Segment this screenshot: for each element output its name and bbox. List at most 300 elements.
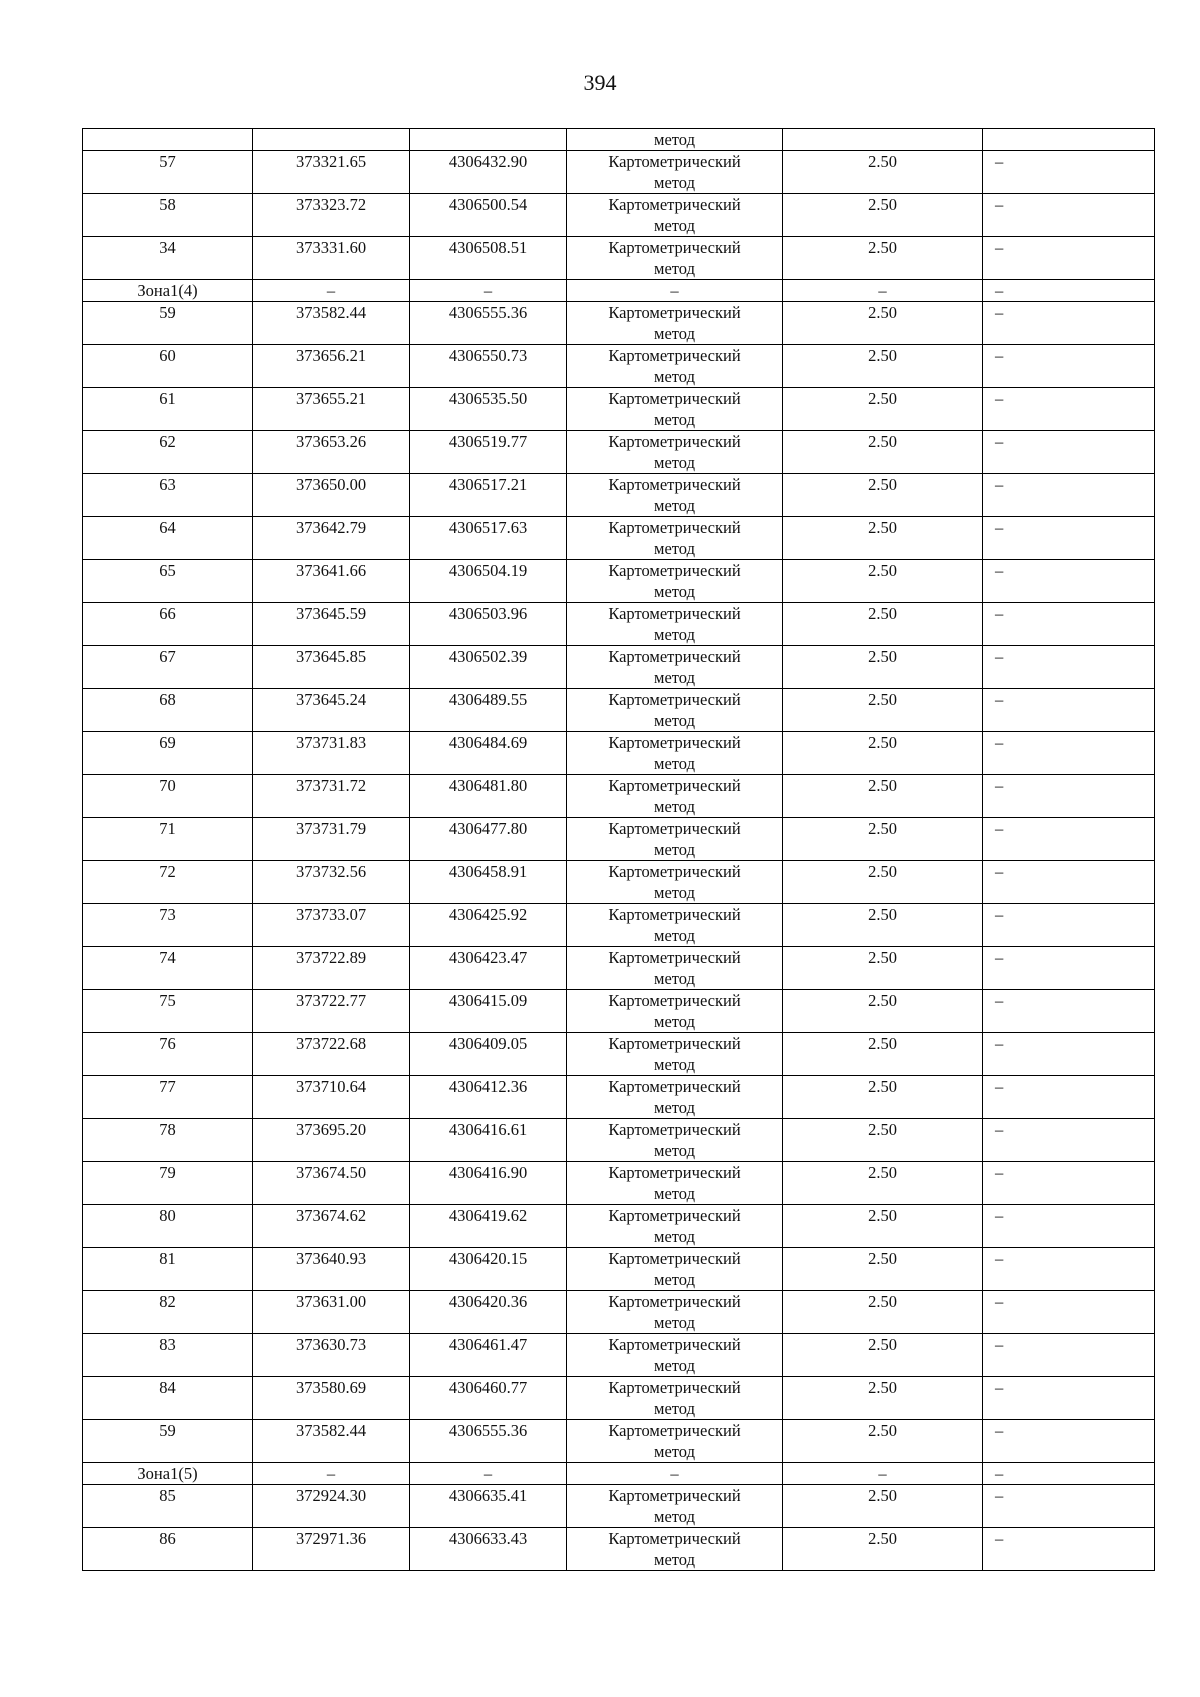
dash-cell: – <box>783 280 983 302</box>
coord-x: 373321.65 <box>253 151 410 194</box>
method-cell <box>567 1162 783 1205</box>
coord-x: 373674.62 <box>253 1205 410 1248</box>
note-cell: – <box>983 1291 1155 1334</box>
accuracy-value: 2.50 <box>783 194 983 237</box>
method-line-2: метод <box>654 1399 695 1418</box>
table-row <box>83 689 1155 732</box>
method-line-2: метод <box>654 797 695 816</box>
table-row <box>83 732 1155 775</box>
method-line-1: Картометрический <box>608 1292 741 1311</box>
table-row <box>83 1334 1155 1377</box>
method-cell <box>567 1291 783 1334</box>
method-cell <box>567 947 783 990</box>
point-number: 85 <box>83 1485 253 1528</box>
method-line-1: Картометрический <box>608 1421 741 1440</box>
accuracy-value: 2.50 <box>783 1162 983 1205</box>
accuracy-value: 2.50 <box>783 237 983 280</box>
coord-x: 373695.20 <box>253 1119 410 1162</box>
accuracy-value: 2.50 <box>783 1291 983 1334</box>
dash-cell: – <box>567 1463 783 1485</box>
method-line-1: Картометрический <box>608 1163 741 1182</box>
note-cell: – <box>983 1248 1155 1291</box>
method-line-2: метод <box>654 969 695 988</box>
coord-y: 4306555.36 <box>410 302 567 345</box>
note-cell: – <box>983 1162 1155 1205</box>
point-number: 67 <box>83 646 253 689</box>
method-line-2: метод <box>654 1442 695 1461</box>
method-line-2: метод <box>654 754 695 773</box>
coord-x: 373641.66 <box>253 560 410 603</box>
coord-x: 373656.21 <box>253 345 410 388</box>
method-line-2: метод <box>654 1550 695 1569</box>
accuracy-value: 2.50 <box>783 388 983 431</box>
coord-y: 4306420.36 <box>410 1291 567 1334</box>
zone-label: Зона1(5) <box>83 1463 253 1485</box>
method-cell <box>567 560 783 603</box>
note-cell: – <box>983 603 1155 646</box>
accuracy-value: 2.50 <box>783 345 983 388</box>
point-number: 34 <box>83 237 253 280</box>
accuracy-value: 2.50 <box>783 1528 983 1571</box>
method-line-2: метод <box>654 926 695 945</box>
accuracy-value: 2.50 <box>783 775 983 818</box>
point-number: 61 <box>83 388 253 431</box>
point-number: 83 <box>83 1334 253 1377</box>
method-line-1: Картометрический <box>608 1486 741 1505</box>
method-line-1: Картометрический <box>608 195 741 214</box>
note-cell: – <box>983 517 1155 560</box>
coord-y: 4306415.09 <box>410 990 567 1033</box>
accuracy-value: 2.50 <box>783 560 983 603</box>
method-cell <box>567 1248 783 1291</box>
coordinates-table <box>82 128 1155 1571</box>
point-number: 73 <box>83 904 253 947</box>
table-row <box>83 990 1155 1033</box>
accuracy-value: 2.50 <box>783 1420 983 1463</box>
point-number: 58 <box>83 194 253 237</box>
method-line-1: Картометрический <box>608 690 741 709</box>
coord-y: 4306419.62 <box>410 1205 567 1248</box>
method-line-1: Картометрический <box>608 475 741 494</box>
note-cell: – <box>983 431 1155 474</box>
method-line-1: Картометрический <box>608 948 741 967</box>
accuracy-value: 2.50 <box>783 151 983 194</box>
coord-x: 373674.50 <box>253 1162 410 1205</box>
continuation-row <box>83 129 1155 151</box>
point-number: 84 <box>83 1377 253 1420</box>
method-line-2: метод <box>654 496 695 515</box>
coord-y: 4306481.80 <box>410 775 567 818</box>
table-row <box>83 861 1155 904</box>
method-line-2: метод <box>654 883 695 902</box>
coord-x: 373582.44 <box>253 302 410 345</box>
accuracy-value: 2.50 <box>783 904 983 947</box>
method-line-1: Картометрический <box>608 389 741 408</box>
method-line-1: Картометрический <box>608 432 741 451</box>
method-cell <box>567 345 783 388</box>
table-row <box>83 1076 1155 1119</box>
note-cell: – <box>983 1420 1155 1463</box>
coord-y: 4306503.96 <box>410 603 567 646</box>
coord-y: 4306416.61 <box>410 1119 567 1162</box>
method-cell <box>567 1420 783 1463</box>
method-cell <box>567 431 783 474</box>
table-row <box>83 194 1155 237</box>
accuracy-value: 2.50 <box>783 689 983 732</box>
note-cell: – <box>983 388 1155 431</box>
coord-y: 4306416.90 <box>410 1162 567 1205</box>
coord-x: 373645.59 <box>253 603 410 646</box>
coord-x: 373650.00 <box>253 474 410 517</box>
method-line-1: Картометрический <box>608 1249 741 1268</box>
note-cell: – <box>983 1377 1155 1420</box>
method-cell <box>567 517 783 560</box>
coord-y: 4306425.92 <box>410 904 567 947</box>
coord-y: 4306458.91 <box>410 861 567 904</box>
table-row <box>83 1485 1155 1528</box>
coord-x: 373722.68 <box>253 1033 410 1076</box>
method-line-1: Картометрический <box>608 303 741 322</box>
accuracy-value: 2.50 <box>783 1334 983 1377</box>
coord-y: 4306635.41 <box>410 1485 567 1528</box>
method-line-2: метод <box>654 1227 695 1246</box>
point-number: 59 <box>83 1420 253 1463</box>
method-line-1: Картометрический <box>608 862 741 881</box>
point-number: 77 <box>83 1076 253 1119</box>
method-cell <box>567 1033 783 1076</box>
method-line-1: Картометрический <box>608 238 741 257</box>
method-line-2: метод <box>654 453 695 472</box>
note-cell: – <box>983 861 1155 904</box>
method-line-2: метод <box>654 1184 695 1203</box>
table-row <box>83 1119 1155 1162</box>
method-line-1: Картометрический <box>608 1378 741 1397</box>
table-row <box>83 603 1155 646</box>
method-line-2: метод <box>654 1012 695 1031</box>
method-cell <box>567 904 783 947</box>
coord-y: 4306489.55 <box>410 689 567 732</box>
table-row <box>83 1162 1155 1205</box>
method-cell <box>567 732 783 775</box>
point-number: 86 <box>83 1528 253 1571</box>
note-cell: – <box>983 1334 1155 1377</box>
point-number: 82 <box>83 1291 253 1334</box>
table-row <box>83 345 1155 388</box>
method-line-2: метод <box>654 367 695 386</box>
method-cell <box>567 1377 783 1420</box>
coord-x: 373630.73 <box>253 1334 410 1377</box>
table-row <box>83 904 1155 947</box>
coord-y: 4306550.73 <box>410 345 567 388</box>
method-line-2: метод <box>654 1270 695 1289</box>
point-number: 81 <box>83 1248 253 1291</box>
coord-x: 372924.30 <box>253 1485 410 1528</box>
coord-y: 4306555.36 <box>410 1420 567 1463</box>
note-cell: – <box>983 732 1155 775</box>
accuracy-value: 2.50 <box>783 302 983 345</box>
method-line-1: Картометрический <box>608 1529 741 1548</box>
note-cell: – <box>983 947 1155 990</box>
accuracy-value: 2.50 <box>783 818 983 861</box>
table-row <box>83 517 1155 560</box>
table-row <box>83 775 1155 818</box>
dash-cell: – <box>567 280 783 302</box>
dash-cell: – <box>253 1463 410 1485</box>
table-row <box>83 151 1155 194</box>
method-line-2: метод <box>654 1098 695 1117</box>
coord-x: 373640.93 <box>253 1248 410 1291</box>
point-number: 62 <box>83 431 253 474</box>
coord-y: 4306484.69 <box>410 732 567 775</box>
point-number: 80 <box>83 1205 253 1248</box>
accuracy-value: 2.50 <box>783 1119 983 1162</box>
method-line-2: метод <box>654 1055 695 1074</box>
coord-x: 373655.21 <box>253 388 410 431</box>
coord-y: 4306477.80 <box>410 818 567 861</box>
coord-x: 373582.44 <box>253 1420 410 1463</box>
accuracy-value: 2.50 <box>783 732 983 775</box>
note-cell: – <box>983 818 1155 861</box>
coord-x: 373722.77 <box>253 990 410 1033</box>
point-number: 66 <box>83 603 253 646</box>
coord-y: 4306460.77 <box>410 1377 567 1420</box>
point-number: 57 <box>83 151 253 194</box>
method-cell <box>567 474 783 517</box>
table-row <box>83 1205 1155 1248</box>
method-cell <box>567 646 783 689</box>
coord-y: 4306461.47 <box>410 1334 567 1377</box>
note-cell: – <box>983 345 1155 388</box>
dash-cell: – <box>410 280 567 302</box>
point-number: 75 <box>83 990 253 1033</box>
note-cell: – <box>983 194 1155 237</box>
coord-y: 4306409.05 <box>410 1033 567 1076</box>
dash-cell: – <box>983 280 1155 302</box>
method-line-2: метод <box>654 324 695 343</box>
method-line-2: метод <box>654 1507 695 1526</box>
method-line-2: метод <box>654 1313 695 1332</box>
coord-y: 4306420.15 <box>410 1248 567 1291</box>
note-cell: – <box>983 990 1155 1033</box>
accuracy-value: 2.50 <box>783 603 983 646</box>
method-line-2: метод <box>654 840 695 859</box>
method-line-1: Картометрический <box>608 819 741 838</box>
method-cell <box>567 990 783 1033</box>
method-line-1: Картометрический <box>608 1206 741 1225</box>
point-number: 74 <box>83 947 253 990</box>
coord-y: 4306423.47 <box>410 947 567 990</box>
coord-y: 4306500.54 <box>410 194 567 237</box>
accuracy-value: 2.50 <box>783 646 983 689</box>
note-cell: – <box>983 302 1155 345</box>
method-line-1: Картометрический <box>608 776 741 795</box>
method-line-1: Картометрический <box>608 152 741 171</box>
table-row <box>83 1033 1155 1076</box>
method-line-1: Картометрический <box>608 1120 741 1139</box>
coord-y: 4306432.90 <box>410 151 567 194</box>
method-line-1: Картометрический <box>608 518 741 537</box>
note-cell: – <box>983 1119 1155 1162</box>
table-row <box>83 237 1155 280</box>
coord-y: 4306502.39 <box>410 646 567 689</box>
method-line-2: метод <box>654 668 695 687</box>
point-number: 64 <box>83 517 253 560</box>
point-number: 79 <box>83 1162 253 1205</box>
method-line-1: Картометрический <box>608 561 741 580</box>
coord-y: 4306508.51 <box>410 237 567 280</box>
coord-y: 4306519.77 <box>410 431 567 474</box>
point-number: 59 <box>83 302 253 345</box>
method-line-2: метод <box>654 216 695 235</box>
accuracy-value: 2.50 <box>783 1076 983 1119</box>
method-cell <box>567 1076 783 1119</box>
point-number: 68 <box>83 689 253 732</box>
note-cell: – <box>983 151 1155 194</box>
note-cell: – <box>983 775 1155 818</box>
accuracy-value: 2.50 <box>783 1205 983 1248</box>
dash-cell: – <box>983 1463 1155 1485</box>
method-line-2: метод <box>654 1141 695 1160</box>
table-row <box>83 388 1155 431</box>
accuracy-value: 2.50 <box>783 947 983 990</box>
table-row <box>83 818 1155 861</box>
accuracy-value: 2.50 <box>783 990 983 1033</box>
accuracy-value: 2.50 <box>783 1377 983 1420</box>
point-number: 65 <box>83 560 253 603</box>
method-line-2: метод <box>654 582 695 601</box>
table-row <box>83 947 1155 990</box>
point-number: 69 <box>83 732 253 775</box>
point-number: 72 <box>83 861 253 904</box>
zone-row <box>83 1463 1155 1485</box>
coord-x: 373733.07 <box>253 904 410 947</box>
coord-x: 373631.00 <box>253 1291 410 1334</box>
accuracy-value: 2.50 <box>783 861 983 904</box>
point-number: 70 <box>83 775 253 818</box>
method-cell <box>567 1119 783 1162</box>
method-cell <box>567 1334 783 1377</box>
note-cell: – <box>983 237 1155 280</box>
table-row <box>83 1377 1155 1420</box>
method-line-2: метод <box>654 711 695 730</box>
note-cell: – <box>983 646 1155 689</box>
coord-y: 4306535.50 <box>410 388 567 431</box>
coord-x: 373732.56 <box>253 861 410 904</box>
dash-cell: – <box>253 280 410 302</box>
method-cell <box>567 861 783 904</box>
method-line-2: метод <box>654 625 695 644</box>
point-number: 76 <box>83 1033 253 1076</box>
point-number: 60 <box>83 345 253 388</box>
method-line-1: Картометрический <box>608 604 741 623</box>
method-line-2: метод <box>654 539 695 558</box>
note-cell: – <box>983 1205 1155 1248</box>
accuracy-value: 2.50 <box>783 1248 983 1291</box>
method-cell <box>567 1485 783 1528</box>
table-row <box>83 474 1155 517</box>
coord-x: 373645.24 <box>253 689 410 732</box>
method-cell <box>567 689 783 732</box>
method-line-1: Картометрический <box>608 1335 741 1354</box>
note-cell: – <box>983 1485 1155 1528</box>
accuracy-value: 2.50 <box>783 1485 983 1528</box>
zone-label: Зона1(4) <box>83 280 253 302</box>
method-line-1: Картометрический <box>608 1034 741 1053</box>
note-cell: – <box>983 1033 1155 1076</box>
method-line-1: Картометрический <box>608 905 741 924</box>
note-cell: – <box>983 689 1155 732</box>
accuracy-value: 2.50 <box>783 474 983 517</box>
accuracy-value: 2.50 <box>783 517 983 560</box>
method-cell <box>567 151 783 194</box>
accuracy-value: 2.50 <box>783 1033 983 1076</box>
method-cell <box>567 388 783 431</box>
coord-y: 4306504.19 <box>410 560 567 603</box>
coord-x: 373731.72 <box>253 775 410 818</box>
coord-y: 4306412.36 <box>410 1076 567 1119</box>
note-cell: – <box>983 1528 1155 1571</box>
note-cell: – <box>983 1076 1155 1119</box>
table-row <box>83 1528 1155 1571</box>
point-number: 63 <box>83 474 253 517</box>
coord-x: 372971.36 <box>253 1528 410 1571</box>
table-row <box>83 560 1155 603</box>
method-line-1: Картометрический <box>608 733 741 752</box>
coord-x: 373722.89 <box>253 947 410 990</box>
method-line-2: метод <box>654 410 695 429</box>
coord-y: 4306517.21 <box>410 474 567 517</box>
coord-x: 373710.64 <box>253 1076 410 1119</box>
coord-x: 373331.60 <box>253 237 410 280</box>
method-line-2: метод <box>654 1356 695 1375</box>
note-cell: – <box>983 474 1155 517</box>
method-cell <box>567 775 783 818</box>
coord-x: 373323.72 <box>253 194 410 237</box>
method-line-2: метод <box>654 259 695 278</box>
table-row <box>83 302 1155 345</box>
dash-cell: – <box>410 1463 567 1485</box>
coord-y: 4306633.43 <box>410 1528 567 1571</box>
coord-x: 373580.69 <box>253 1377 410 1420</box>
method-line-1: Картометрический <box>608 1077 741 1096</box>
zone-row <box>83 280 1155 302</box>
table-row <box>83 431 1155 474</box>
table-row <box>83 1248 1155 1291</box>
method-cell <box>567 1205 783 1248</box>
coord-x: 373731.83 <box>253 732 410 775</box>
coord-x: 373653.26 <box>253 431 410 474</box>
method-line-2: метод <box>654 173 695 192</box>
coord-x: 373731.79 <box>253 818 410 861</box>
method-line-1: Картометрический <box>608 991 741 1010</box>
coord-x: 373645.85 <box>253 646 410 689</box>
method-line-1: Картометрический <box>608 346 741 365</box>
method-cell <box>567 237 783 280</box>
method-cell <box>567 603 783 646</box>
method-cell <box>567 302 783 345</box>
method-line-1: Картометрический <box>608 647 741 666</box>
accuracy-value: 2.50 <box>783 431 983 474</box>
table-row <box>83 646 1155 689</box>
table-row <box>83 1291 1155 1334</box>
coord-y: 4306517.63 <box>410 517 567 560</box>
table-row <box>83 1420 1155 1463</box>
method-cell: метод <box>567 129 783 151</box>
dash-cell: – <box>783 1463 983 1485</box>
point-number: 71 <box>83 818 253 861</box>
note-cell: – <box>983 560 1155 603</box>
method-cell <box>567 1528 783 1571</box>
